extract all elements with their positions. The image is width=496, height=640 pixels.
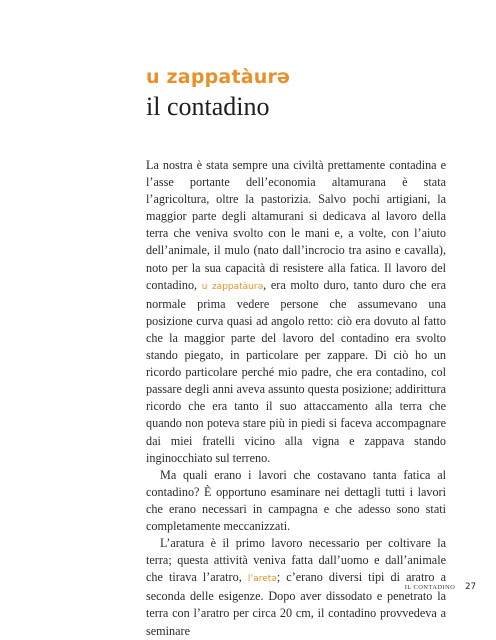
- paragraph-1-text-a: La nostra è stata sempre una civiltà prettamente contadina e l’asse portante dell’economia altamurana è stata l’agricoltura, oltre la pastorizia. Salvo pochi artigiani, la maggior parte degli altamurani si dedicava al lavoro della terra che veniva svolto con le mani e, a volte, con l’aiuto dell’animale, il mulo (nato dall’incrocio tra asino e cavalla), noto per la sua capacità di resistere alla fatica. Il lavoro del contadino,: [146, 158, 446, 292]
- page-number: 27: [465, 582, 476, 592]
- paragraph-3-text-b: ; c’erano diversi tipi di aratro a seconda delle esigenze. Dopo aver dissodato e penetrato la terra con l’aratro per circa 20 cm, il contadino provvedeva a seminare: [146, 570, 446, 638]
- paragraph-1: [146, 157, 446, 467]
- dialect-term: l’aretə: [247, 574, 277, 585]
- running-head: IL CONTADINO: [404, 584, 456, 591]
- dialect-term: u zappatàurə: [201, 281, 264, 292]
- dialect-title: u zappatàurə: [146, 66, 291, 88]
- body-text: [146, 157, 446, 640]
- paragraph-3-text-a: L’aratura è il primo lavoro necessario per coltivare la terra; questa attività veniva fatta dall’uomo e dall’animale che tirava l’aratro,: [146, 536, 446, 585]
- page-footer: [380, 582, 476, 592]
- page-title: il contadino: [146, 92, 270, 121]
- paragraph-1-text-b: , era molto duro, tanto duro che era normale prima vedere persone che assumevano una posizione curva quasi ad angolo retto: ciò era dovuto al fatto che la maggior parte del lavoro del contadino era svolto stando piegato, in particolare per zappare. Di ciò ho un ricordo particolare perché mio padre, che era contadino, col passare degli anni aveva assunto questa posizione; addirittura ricordo che era tanto il suo attaccamento alla terra che quando non poteva stare più in piedi si faceva accompagnare dai miei fratelli vicino alla vigna e zappava stando inginocchiato sul terreno.: [146, 277, 447, 465]
- paragraph-2: Ma quali erano i lavori che costavano tanta fatica al contadino? È opportuno esaminare nei dettagli tutti i lavori che erano necessari in campagna e che adesso sono stati completamente meccanizzati.: [146, 467, 446, 533]
